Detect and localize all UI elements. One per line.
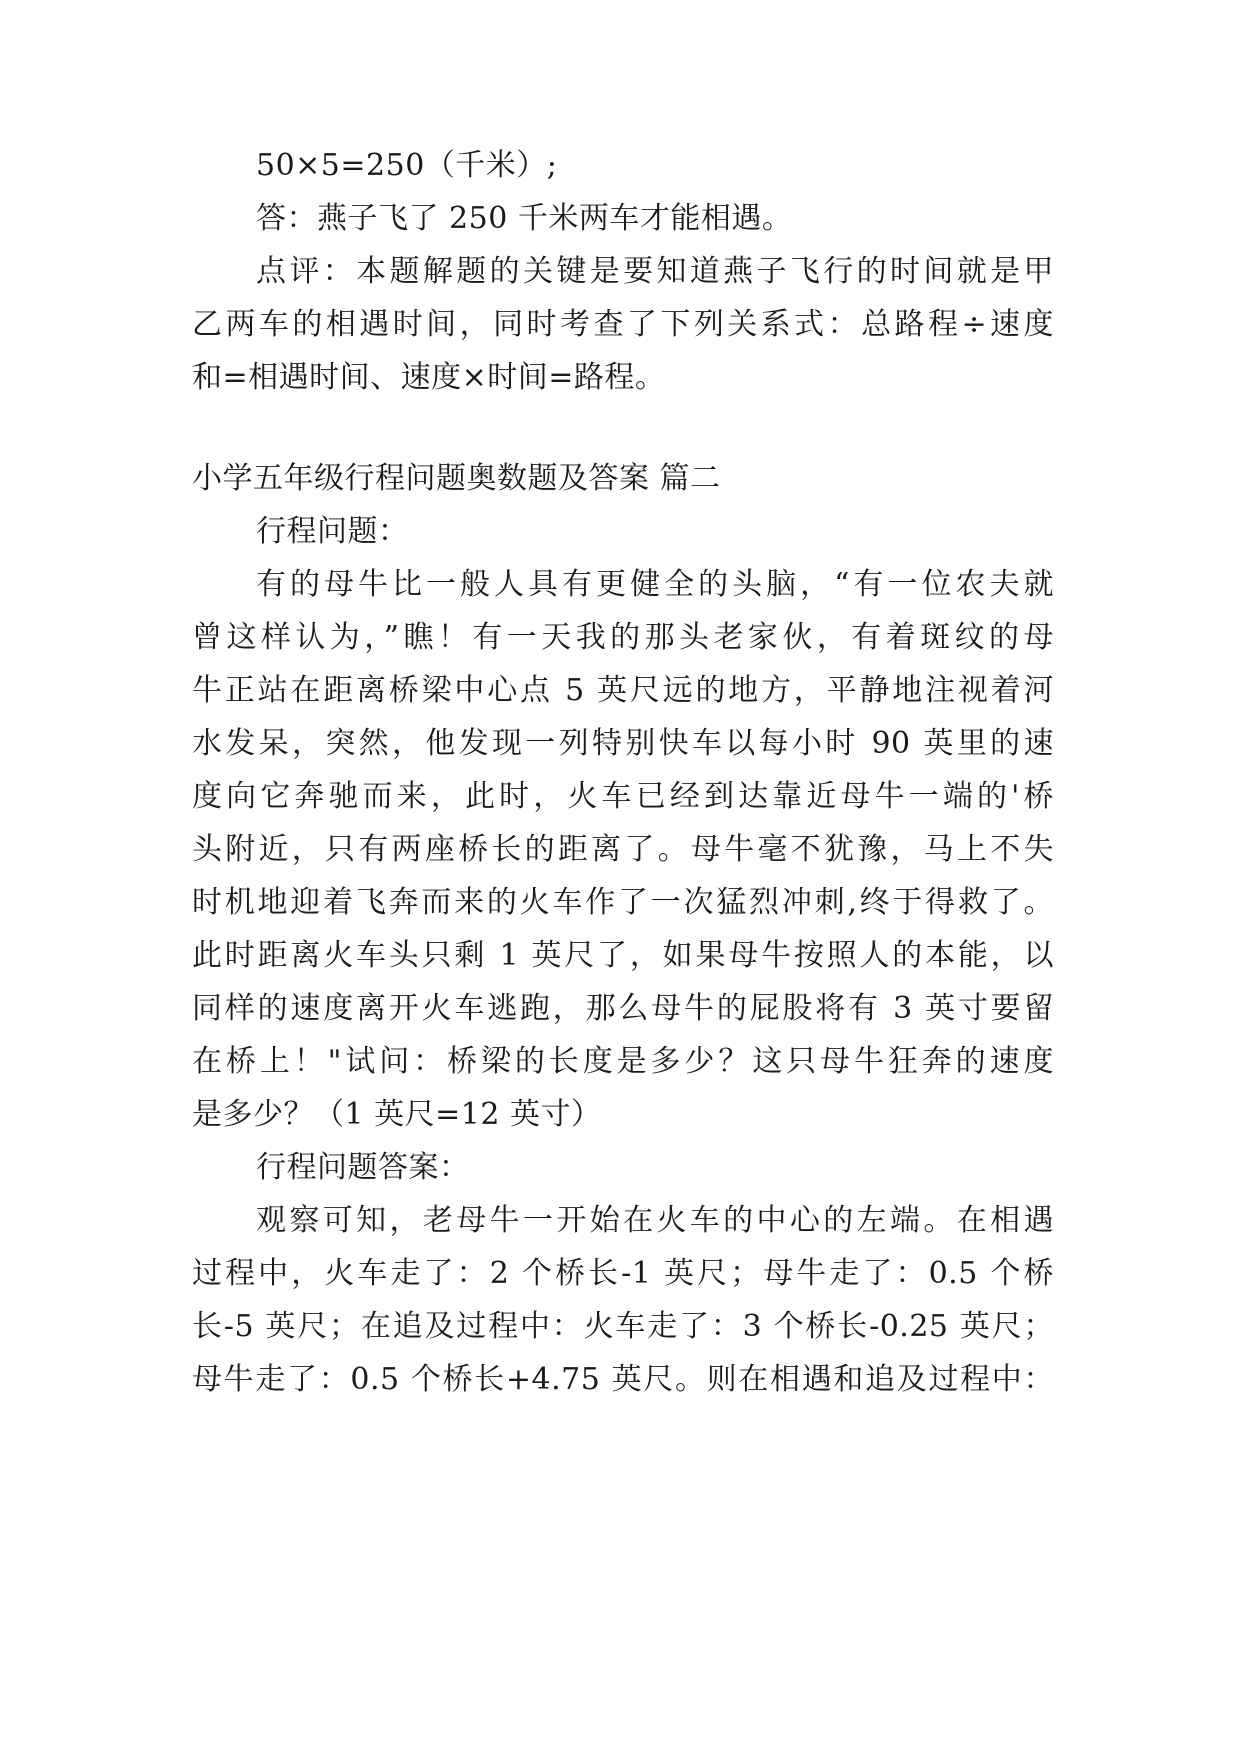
problem-line: 有的母牛比一般人具有更健全的头脑，“有一位农夫就 bbox=[256, 567, 1054, 602]
answer-text-line: 母牛走了：0.5 个桥长+4.75 英尺。则在相遇和追及过程中： bbox=[192, 1362, 1054, 1397]
answer-line: 答：燕子飞了 250 千米两车才能相遇。 bbox=[256, 201, 793, 236]
problem-line: 在桥上！"试问：桥梁的长度是多少？这只母牛狂奔的速度 bbox=[192, 1044, 1054, 1079]
problem-line: 是多少？（1 英尺=12 英寸） bbox=[192, 1097, 602, 1132]
problem-line: 曾这样认为，”瞧！有一天我的那头老家伙，有着斑纹的母 bbox=[192, 620, 1054, 655]
answer-text-line: 长-5 英尺；在追及过程中：火车走了：3 个桥长-0.25 英尺； bbox=[192, 1309, 1054, 1344]
comment-line-3: 和=相遇时间、速度×时间=路程。 bbox=[192, 360, 666, 395]
problem-line: 水发呆，突然，他发现一列特别快车以每小时 90 英里的速 bbox=[192, 726, 1054, 761]
problem-line: 同样的速度离开火车逃跑，那么母牛的屁股将有 3 英寸要留 bbox=[192, 991, 1054, 1026]
comment-line-1: 点评：本题解题的关键是要知道燕子飞行的时间就是甲 bbox=[256, 254, 1054, 289]
answer-label: 行程问题答案： bbox=[256, 1150, 470, 1185]
answer-text-line: 过程中，火车走了：2 个桥长-1 英尺；母牛走了：0.5 个桥 bbox=[192, 1256, 1054, 1291]
answer-text-line: 观察可知，老母牛一开始在火车的中心的左端。在相遇 bbox=[256, 1203, 1054, 1238]
problem-line: 度向它奔驰而来，此时，火车已经到达靠近母牛一端的'桥 bbox=[192, 779, 1054, 814]
comment-line-2: 乙两车的相遇时间，同时考查了下列关系式：总路程÷速度 bbox=[192, 307, 1054, 342]
problem-line: 头附近，只有两座桥长的距离了。母牛毫不犹豫，马上不失 bbox=[192, 832, 1054, 867]
problem-line: 牛正站在距离桥梁中心点 5 英尺远的地方，平静地注视着河 bbox=[192, 673, 1054, 708]
section-heading: 小学五年级行程问题奥数题及答案 篇二 bbox=[192, 461, 721, 496]
problem-label: 行程问题： bbox=[256, 514, 409, 549]
problem-line: 时机地迎着飞奔而来的火车作了一次猛烈冲刺,终于得救了。 bbox=[192, 885, 1054, 920]
calculation-line: 50×5=250（千米）; bbox=[256, 148, 558, 183]
problem-line: 此时距离火车头只剩 1 英尺了，如果母牛按照人的本能，以 bbox=[192, 938, 1054, 973]
